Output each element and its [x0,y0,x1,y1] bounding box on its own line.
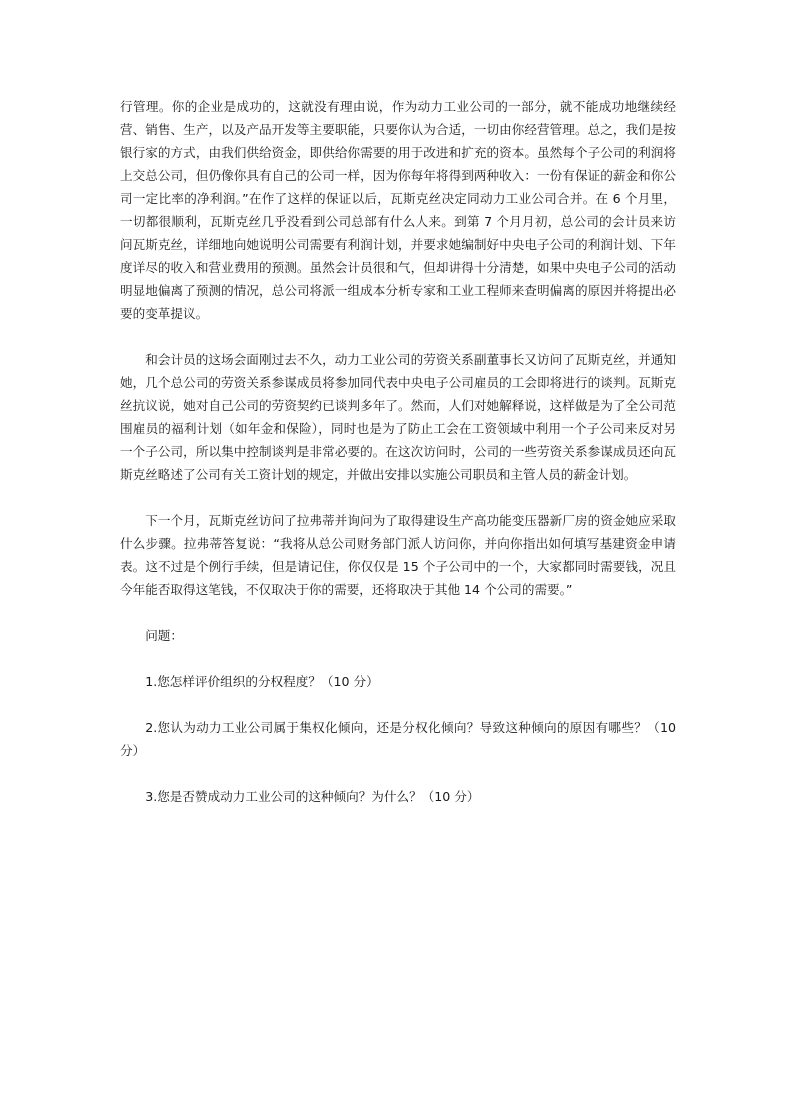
paragraph-continued-text: 行管理。你的企业是成功的，这就没有理由说，作为动力工业公司的一部分，就不能成功地继续经营、销售、生产，以及产品开发等主要职能，只要你认为合适，一切由你经营管理。总之，我们是按银行家的方式，由我们供给资金，即供给你需要的用于改进和扩充的资本。虽然每个子公司的利润将上交总公司，但仍像你具有自己的公司一样，因为你每年将得到两种收入：一份有保证的薪金和你公司一定比率的净利润。”在作了这样的保证以后，瓦斯克丝决定同动力工业公司合并。在 6 个月里，一切都很顺利，瓦斯克丝几乎没看到公司总部有什么人来。到第 7 个月月初，总公司的会计员来访问瓦斯克丝，详细地向她说明公司需要有利润计划，并要求她编制好中央电子公司的利润计划、下年度详尽的收入和营业费用的预测。虽然会计员很和气，但却讲得十分清楚，如果中央电子公司的活动明显地偏离了预测的情况，总公司将派一组成本分析专家和工业工程师来查明偏离的原因并将提出必要的变革提议。 [120,99,676,321]
paragraph-gap [120,762,676,785]
questions-heading: 问题： [145,628,183,643]
question-1: 1.您怎样评价组织的分权程度？（10 分） [145,674,379,689]
paragraph-gap [120,601,676,624]
paragraph-gap [120,325,676,348]
question-3: 3.您是否赞成动力工业公司的这种倾向？为什么？（10 分） [145,789,480,804]
document-page [120,95,676,808]
paragraph-gap [120,486,676,509]
question-2: 2.您认为动力工业公司属于集权化倾向，还是分权化倾向？导致这种倾向的原因有哪些？（10 分） [120,720,676,758]
paragraph-capital-request: 下一个月，瓦斯克丝访问了拉弗蒂并询问为了取得建设生产高功能变压器新厂房的资金她应采取什么步骤。拉弗蒂答复说：“我将从总公司财务部门派人访问你，并向你指出如何填写基建资金申请表。这不过是个例行手续，但是请记住，你仅仅是 15 个子公司中的一个，大家都同时需要钱，况且今年能否取得这笔钱，不仅取决于你的需要，还将取决于其他 14 个公司的需要。” [120,513,676,597]
paragraph-labor-relations: 和会计员的这场会面刚过去不久，动力工业公司的劳资关系副董事长又访问了瓦斯克丝，并通知她，几个总公司的劳资关系参谋成员将参加同代表中央电子公司雇员的工会即将进行的谈判。瓦斯克丝抗议说，她对自己公司的劳资契约已谈判多年了。然而，人们对她解释说，这样做是为了全公司范围雇员的福利计划（如年金和保险），同时也是为了防止工会在工资领域中利用一个子公司来反对另一个子公司，所以集中控制谈判是非常必要的。在这次访问时，公司的一些劳资关系参谋成员还向瓦斯克丝略述了公司有关工资计划的规定，并做出安排以实施公司职员和主管人员的薪金计划。 [120,352,676,482]
paragraph-gap [120,647,676,670]
paragraph-gap [120,693,676,716]
